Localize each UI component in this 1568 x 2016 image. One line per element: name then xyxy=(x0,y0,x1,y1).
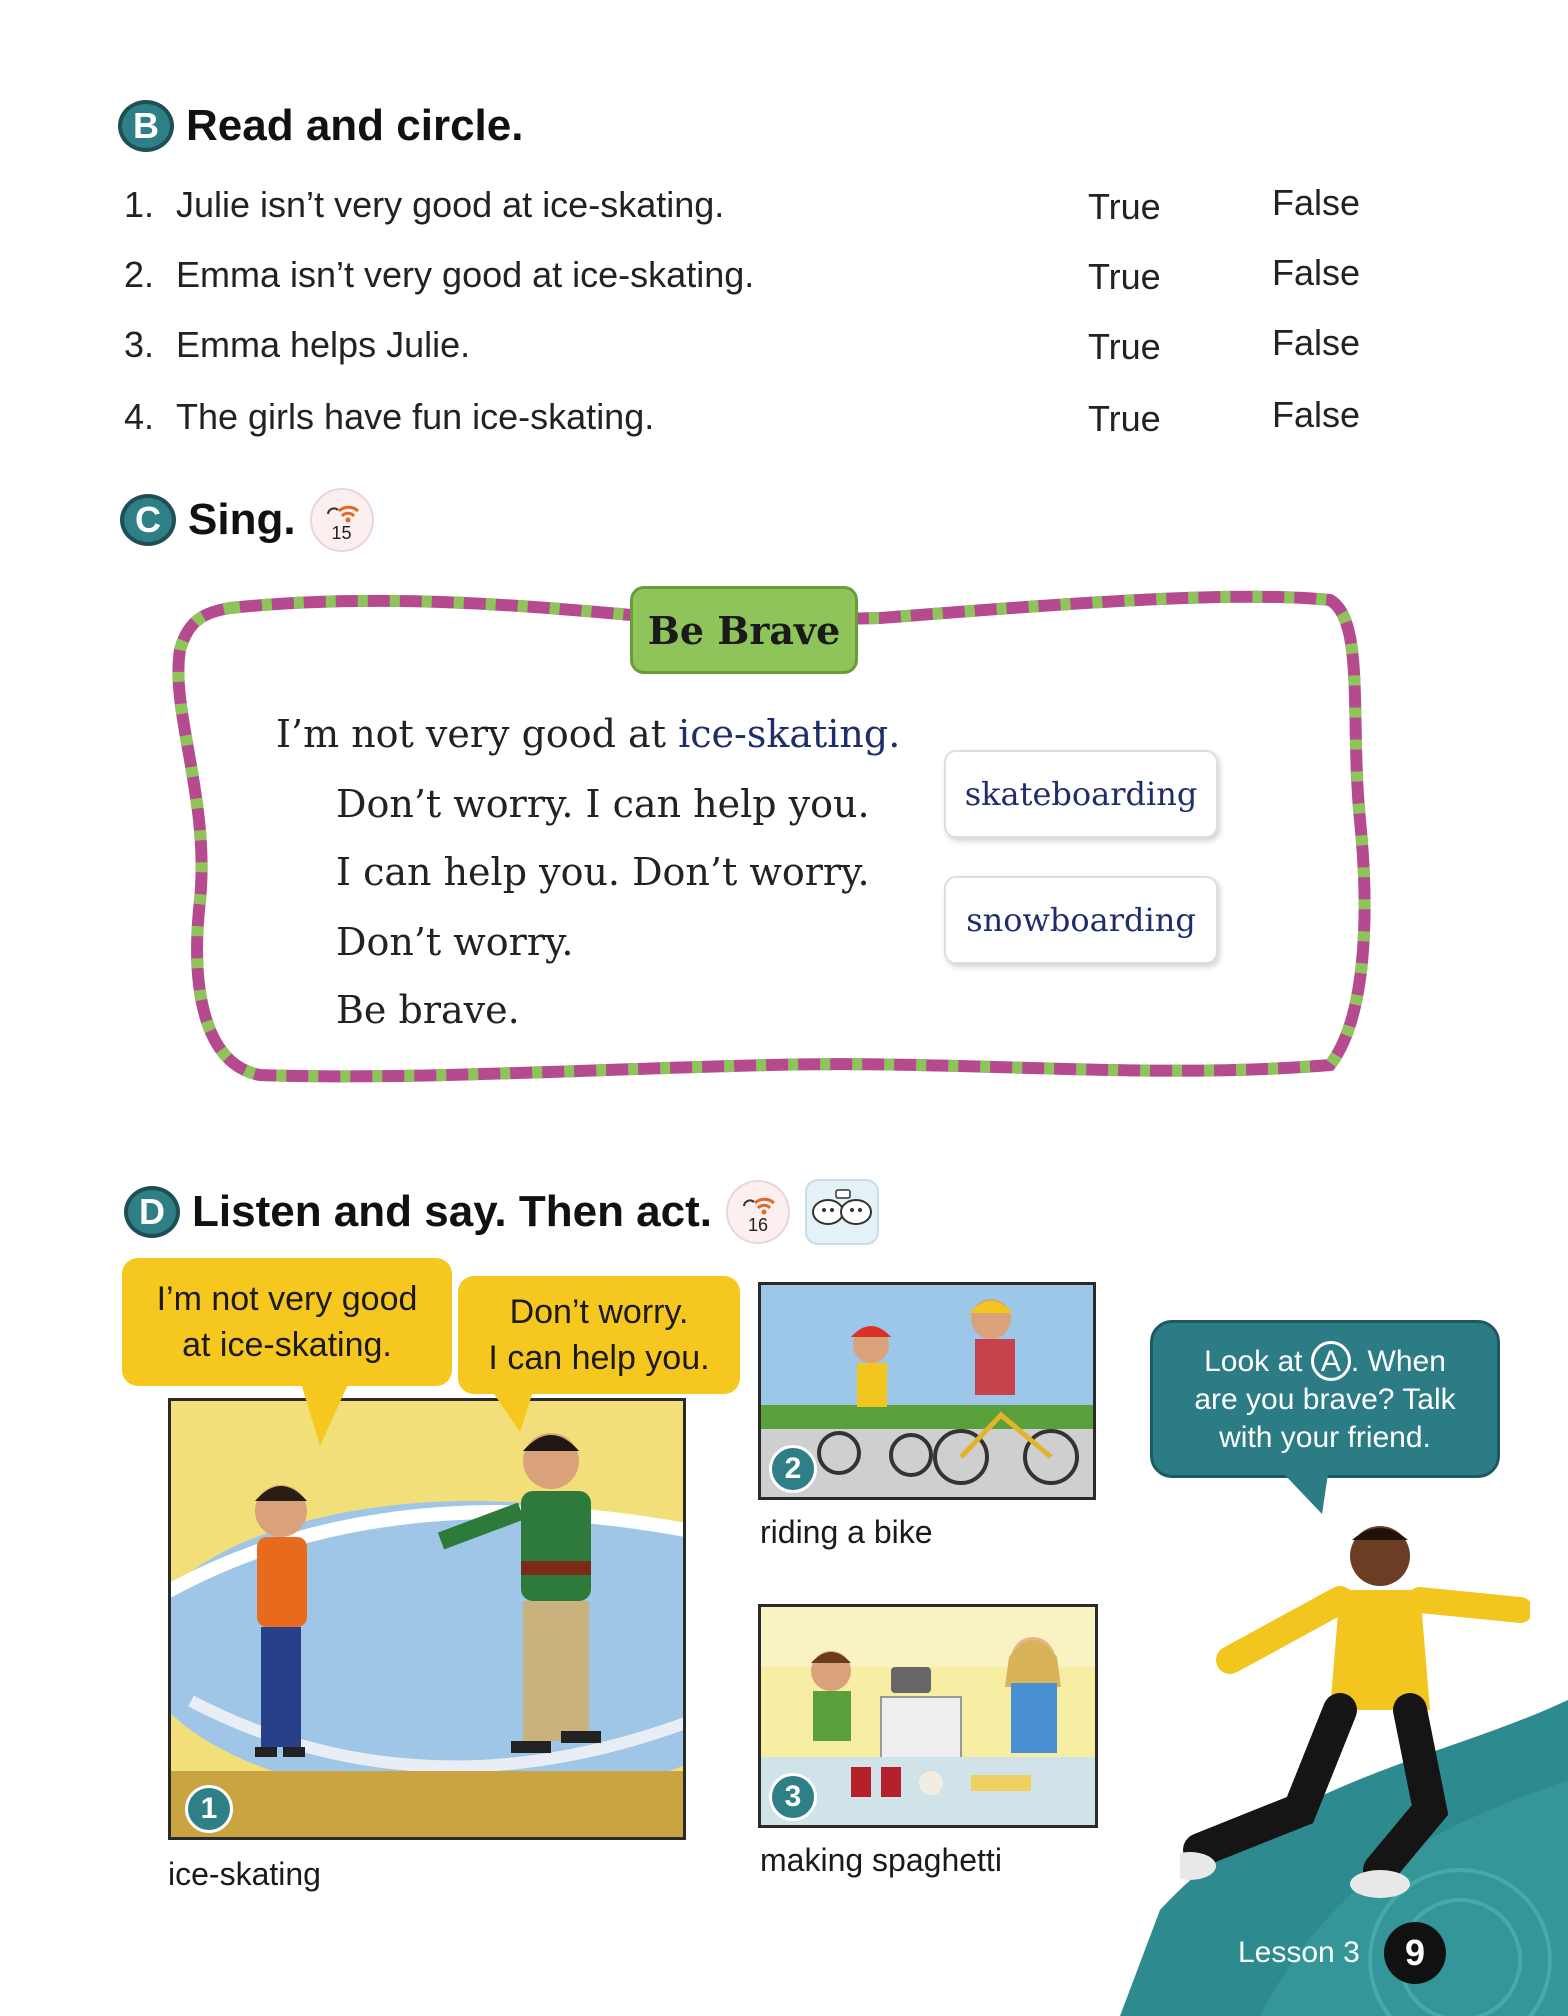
prompt-line-1 xyxy=(1194,1341,1455,1381)
prompt-line-2: are you brave? Talk xyxy=(1194,1383,1456,1416)
lyric-line-4: Don’t worry. xyxy=(336,920,574,964)
bubble-2-line-2: I can help you. xyxy=(488,1339,710,1377)
lesson-label: Lesson 3 xyxy=(1238,1936,1360,1969)
section-c-title: Sing. xyxy=(188,495,296,544)
caption-riding-a-bike: riding a bike xyxy=(760,1514,933,1550)
circled-a-label: A xyxy=(1311,1341,1351,1381)
section-c-header xyxy=(120,488,374,552)
bubble-1-line-2: at ice-skating. xyxy=(182,1326,392,1364)
lyric-line-2: Don’t worry. I can help you. xyxy=(336,782,870,826)
speech-bubble-2 xyxy=(458,1276,740,1394)
picture-riding-a-bike xyxy=(758,1282,1096,1500)
true-option[interactable]: True xyxy=(1088,326,1161,367)
audio-track-icon[interactable] xyxy=(310,488,374,552)
question-text: Emma helps Julie. xyxy=(176,324,471,365)
true-option[interactable]: True xyxy=(1088,186,1161,227)
false-option[interactable]: False xyxy=(1272,182,1361,223)
question-number: 2. xyxy=(124,254,155,295)
section-d-title: Listen and say. Then act. xyxy=(192,1187,712,1236)
speech-bubble-1-tail xyxy=(300,1380,360,1450)
false-option[interactable]: False xyxy=(1272,322,1361,363)
question-text: Julie isn’t very good at ice-skating. xyxy=(176,184,725,225)
prompt-bubble xyxy=(1150,1320,1500,1478)
question-number: 4. xyxy=(124,396,155,437)
question-text: Emma isn’t very good at ice-skating. xyxy=(176,254,755,295)
section-d-badge: D xyxy=(124,1186,180,1238)
question-number: 3. xyxy=(124,324,155,365)
false-option[interactable]: False xyxy=(1272,252,1361,293)
audio-track-number: 16 xyxy=(747,1215,769,1235)
lyric-line-5: Be brave. xyxy=(336,988,520,1032)
word-card-skateboarding: skateboarding xyxy=(944,750,1218,838)
picture-ice-skating xyxy=(168,1398,686,1840)
prompt-text: Look at xyxy=(1204,1345,1311,1378)
lyric-text: I’m not very good at xyxy=(276,712,679,756)
lyric-substitute-word: ice-skating. xyxy=(678,712,901,756)
lyric-line-1 xyxy=(276,712,900,756)
speech-bubble-1 xyxy=(122,1258,452,1386)
speech-bubble-2-tail xyxy=(490,1388,540,1438)
caption-ice-skating: ice-skating xyxy=(168,1856,321,1892)
picture-number: 1 xyxy=(185,1785,233,1833)
question-text: The girls have fun ice-skating. xyxy=(176,396,655,437)
section-b-title: Read and circle. xyxy=(186,101,524,150)
section-d-header xyxy=(124,1178,880,1246)
section-b-badge: B xyxy=(118,100,174,152)
caption-making-spaghetti: making spaghetti xyxy=(760,1842,1002,1878)
audio-track-number: 15 xyxy=(331,523,352,543)
role-play-icon[interactable] xyxy=(804,1178,880,1246)
lyric-line-3: I can help you. Don’t worry. xyxy=(336,850,870,894)
audio-track-icon[interactable] xyxy=(726,1180,790,1244)
picture-number: 3 xyxy=(769,1773,817,1821)
picture-number: 2 xyxy=(769,1445,817,1493)
true-option[interactable]: True xyxy=(1088,256,1161,297)
prompt-bubble-tail xyxy=(1284,1474,1334,1524)
true-option[interactable]: True xyxy=(1088,398,1161,439)
prompt-text: . When xyxy=(1350,1345,1446,1378)
picture-making-spaghetti xyxy=(758,1604,1098,1828)
word-card-snowboarding: snowboarding xyxy=(944,876,1218,964)
bubble-2-line-1: Don’t worry. xyxy=(509,1293,689,1331)
boy-balancing-photo xyxy=(1180,1510,1530,1910)
song-title: Be Brave xyxy=(630,586,858,674)
section-c-badge: C xyxy=(120,494,176,546)
prompt-line-3: with your friend. xyxy=(1219,1421,1431,1454)
page-number: 9 xyxy=(1384,1922,1446,1984)
bubble-1-line-1: I’m not very good xyxy=(156,1280,418,1318)
question-number: 1. xyxy=(124,184,155,225)
ice-skating-illustration xyxy=(171,1401,683,1837)
false-option[interactable]: False xyxy=(1272,394,1361,435)
section-b-header xyxy=(118,100,523,152)
